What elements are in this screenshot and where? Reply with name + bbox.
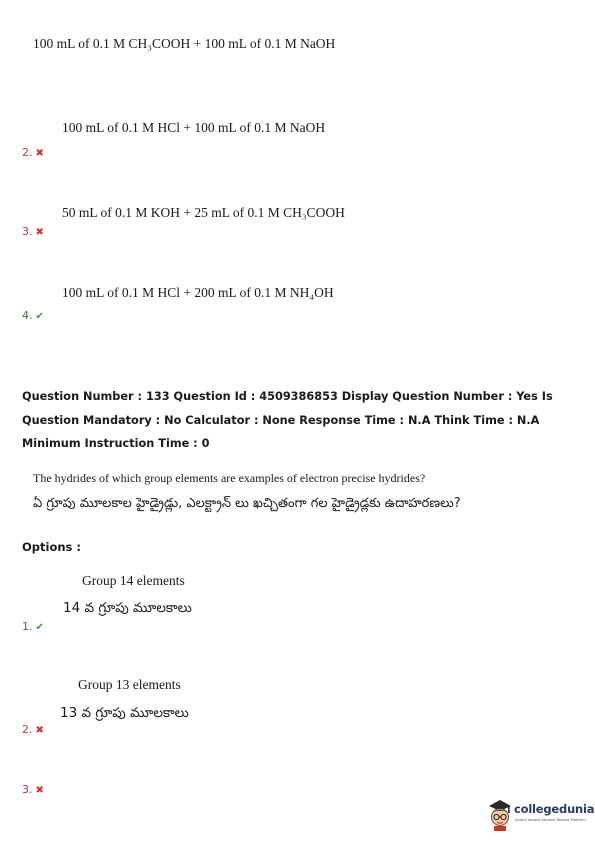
option-1-text-english: Group 14 elements — [82, 573, 185, 588]
cross-mark-icon: ✖ — [35, 227, 44, 238]
option-1-number — [22, 620, 44, 633]
check-mark-icon: ✔ — [35, 311, 44, 322]
previous-option-4-number — [22, 309, 44, 322]
brand-name: collegedunia — [514, 802, 595, 816]
collegedunia-logo — [487, 795, 595, 835]
check-mark-icon: ✔ — [35, 622, 44, 633]
question-text-english: The hydrides of which group elements are examples of electron precise hydrides? — [33, 471, 426, 485]
brand-tagline: India's largest Student Review Platform — [515, 818, 586, 822]
option-number-label: 1. — [22, 620, 33, 633]
previous-option-4-text: 100 mL of 0.1 M HCl + 200 mL of 0.1 M NH₄OH — [62, 285, 334, 300]
option-3-number — [22, 783, 44, 796]
previous-option-2-text: 100 mL of 0.1 M HCl + 100 mL of 0.1 M NaOH — [62, 120, 326, 135]
option-number-label: 3. — [22, 783, 33, 796]
option-number-label: 3. — [22, 225, 33, 238]
option-number-label: 2. — [22, 723, 33, 736]
question-meta: Question Number : 133 Question Id : 4509386853 Display Question Number : Yes Is Question Mandatory : No Calculator : None Response Time : N.A Think Time : N.A Minimum Instruction Time : 0 — [22, 390, 553, 450]
previous-option-2-number — [22, 146, 44, 159]
student-mascot-icon — [487, 797, 513, 831]
option-number-label: 2. — [22, 146, 33, 159]
previous-option-3-number — [22, 225, 44, 238]
cross-mark-icon: ✖ — [35, 785, 44, 796]
option-2-text-telugu: 13 వ గ్రూపు మూలకాలు — [60, 705, 189, 721]
option-1-text-telugu: 14 వ గ్రూపు మూలకాలు — [63, 600, 192, 616]
options-label: Options : — [22, 540, 81, 554]
option-2-text-english: Group 13 elements — [78, 677, 181, 692]
question-text-telugu: ఏ గ్రూపు మూలకాల హైడ్రైడ్లు, ఎలక్ట్రాన్ లు ఖచ్చితంగా గల హైడ్రైడ్లకు ఉదాహరణలు? — [33, 496, 461, 511]
cross-mark-icon: ✖ — [35, 725, 44, 736]
previous-option-3-text: 50 mL of 0.1 M KOH + 25 mL of 0.1 M CH₃COOH — [62, 205, 345, 220]
option-number-label: 4. — [22, 309, 33, 322]
previous-option-text: 100 mL of 0.1 M CH₃COOH + 100 mL of 0.1 M NaOH — [33, 36, 336, 51]
option-2-number — [22, 723, 44, 736]
cross-mark-icon: ✖ — [35, 148, 44, 159]
